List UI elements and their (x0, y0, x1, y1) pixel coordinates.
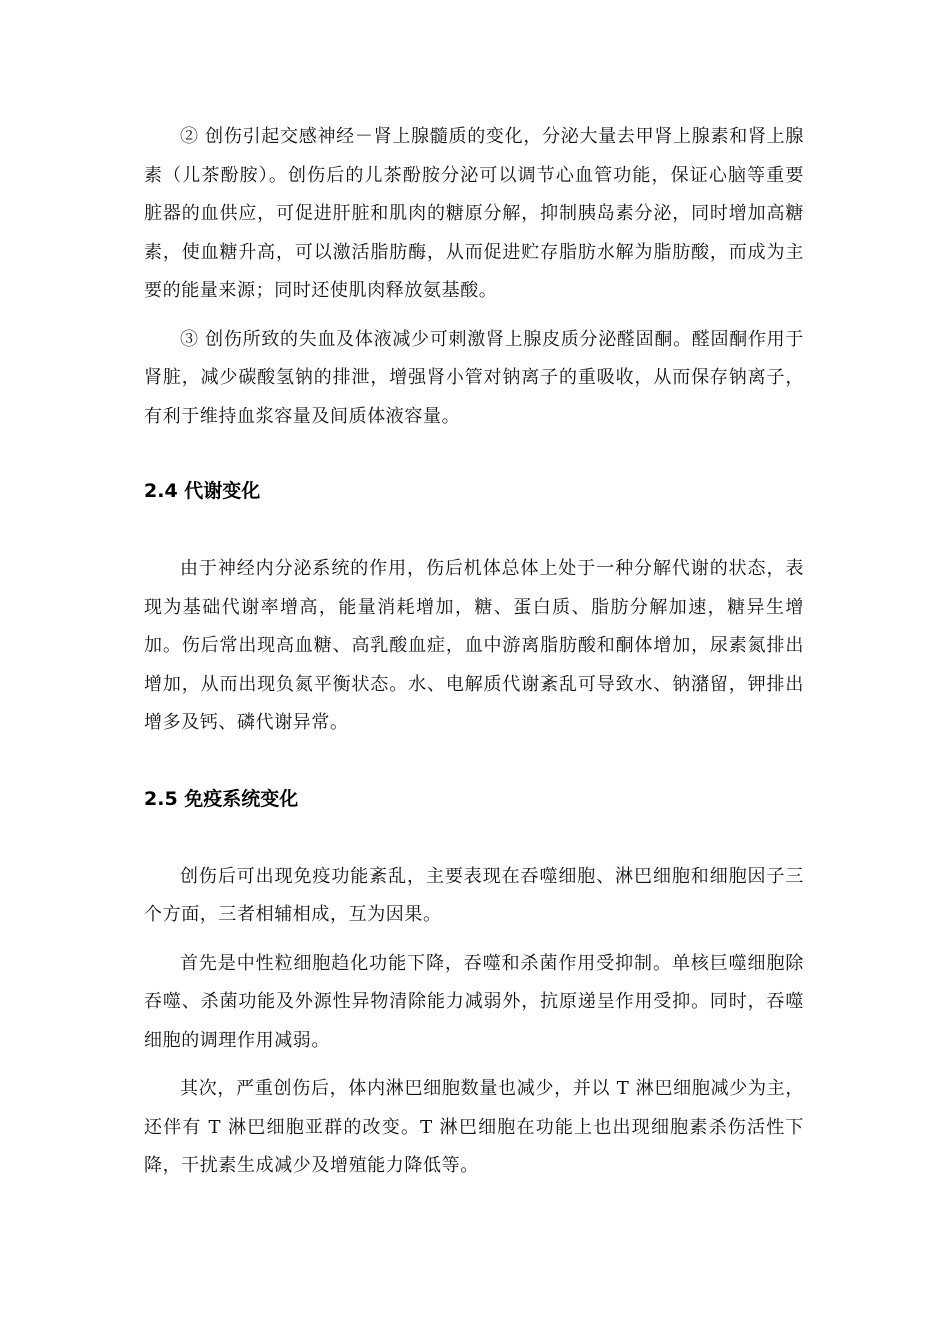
paragraph-immune-phagocyte: 首先是中性粒细胞趋化功能下降，吞噬和杀菌作用受抑制。单核巨噬细胞除吞噬、杀菌功能及外源性异物清除能力减弱外，抗原递呈作用受抑。同时，吞噬细胞的调理作用减弱。 (144, 952, 804, 1051)
section-heading-metabolism: 2.4 代谢变化 (144, 480, 261, 502)
document-page (144, 118, 804, 1186)
section-heading-immune: 2.5 免疫系统变化 (144, 787, 299, 810)
paragraph-immune-intro: 创伤后可出现免疫功能紊乱，主要表现在吞噬细胞、淋巴细胞和细胞因子三个方面，三者相辅相成，互为因果。 (144, 865, 804, 925)
paragraph-gap (144, 311, 804, 321)
paragraph-gap (144, 935, 804, 945)
paragraph-metabolism: 由于神经内分泌系统的作用，伤后机体总体上处于一种分解代谢的状态，表现为基础代谢率增高，能量消耗增加，糖、蛋白质、脂肪分解加速，糖异生增加。伤后常出现高血糖、高乳酸血症，血中游离脂肪酸和酮体增加，尿素氮排出增加，从而出现负氮平衡状态。水、电解质代谢紊乱可导致水、钠潴留，钾排出增多及钙、磷代谢异常。 (144, 558, 804, 733)
paragraph-catecholamine: ② 创伤引起交感神经－肾上腺髓质的变化，分泌大量去甲肾上腺素和肾上腺素（儿茶酚胺）。创伤后的儿茶酚胺分泌可以调节心血管功能，保证心脑等重要脏器的血供应，可促进肝脏和肌肉的糖原分解，抑制胰岛素分泌，同时增加高糖素，使血糖升高，可以激活脂肪酶，从而促进贮存脂肪水解为脂肪酸，而成为主要的能量来源；同时还使肌肉释放氨基酸。 (144, 126, 804, 301)
paragraph-aldosterone: ③ 创伤所致的失血及体液减少可刺激肾上腺皮质分泌醛固酮。醛固酮作用于肾脏，减少碳酸氢钠的排泄，增强肾小管对钠离子的重吸收，从而保存钠离子，有利于维持血浆容量及间质体液容量。 (144, 328, 804, 427)
paragraph-immune-lymphocyte: 其次，严重创伤后，体内淋巴细胞数量也减少，并以 T 淋巴细胞减少为主，还伴有 T 淋巴细胞亚群的改变。T 淋巴细胞在功能上也出现细胞素杀伤活性下降，干扰素生成减少及增殖能力降低等。 (144, 1078, 804, 1176)
paragraph-gap (144, 1060, 804, 1070)
